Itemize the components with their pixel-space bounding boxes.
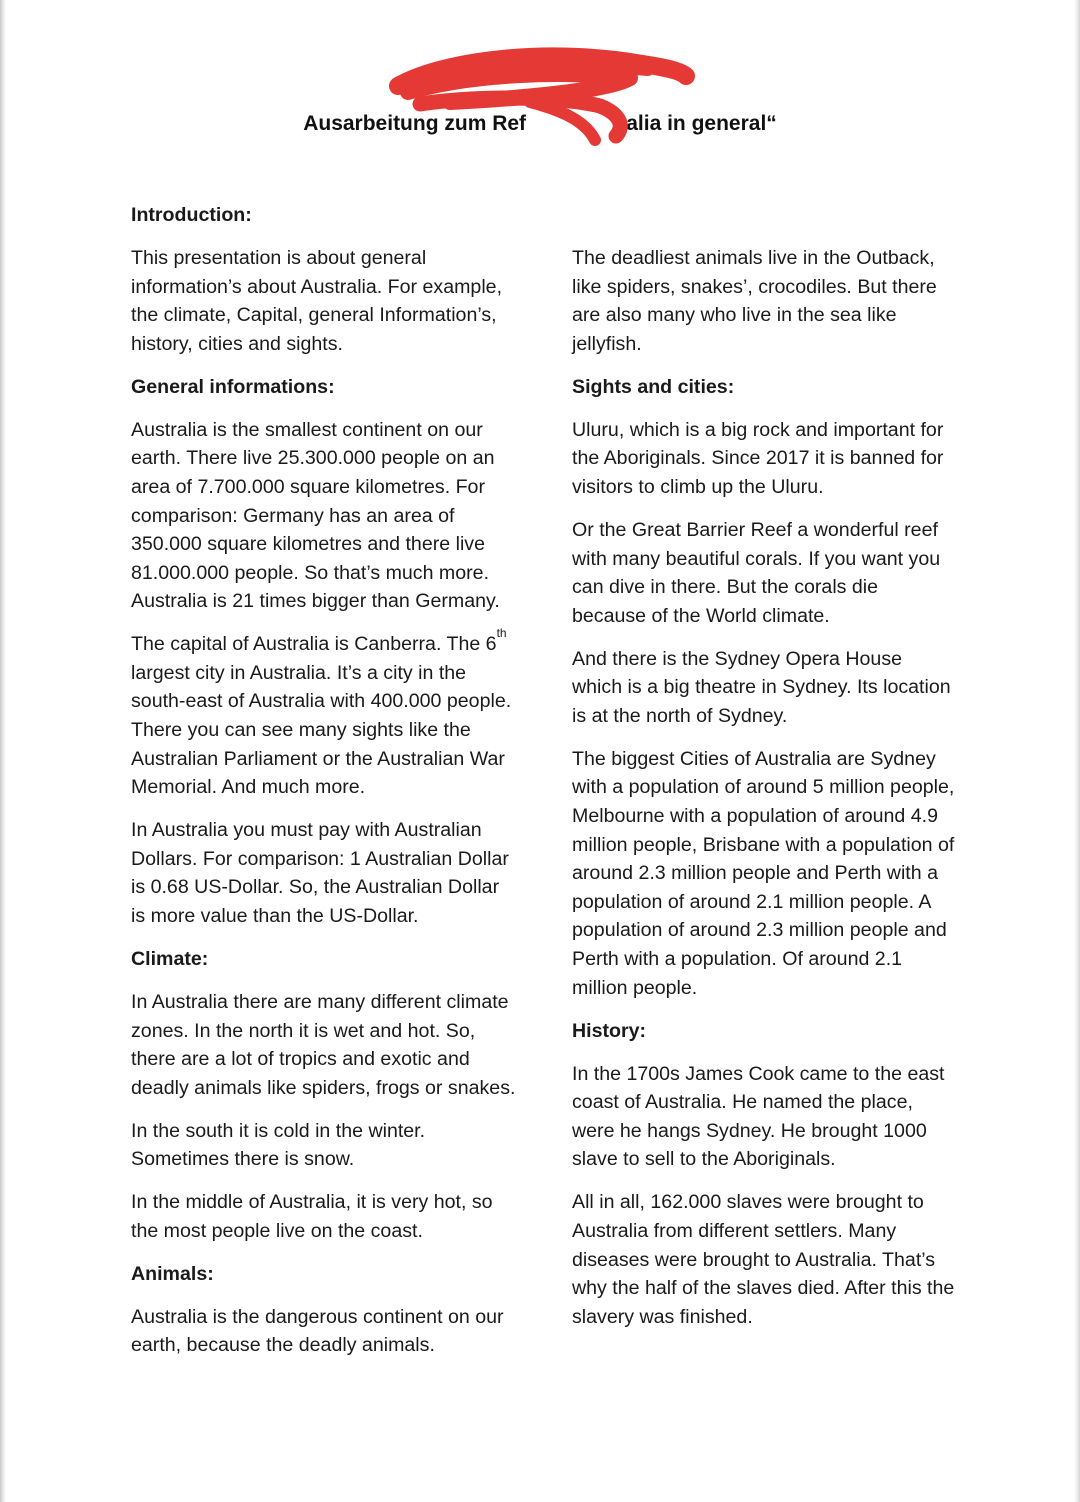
paragraph-animals-2: The deadliest animals live in the Outback, like spiders, snakes’, crocodiles. But there are also many who live in the sea like jellyfish. bbox=[572, 247, 937, 355]
red-redaction-scribble bbox=[380, 40, 700, 160]
paragraph-general-2 bbox=[131, 626, 516, 802]
paragraph-general-3: In Australia you must pay with Australian Dollars. For comparison: 1 Australian Dollar is 0.68 US-Dollar. So, the Australian Dollar is more value than the US-Dollar. bbox=[131, 819, 509, 928]
paragraph-history-1: In the 1700s James Cook came to the east coast of Australia. He named the place, were he hangs Sydney. He brought 1000 slave to sell to the Aboriginals. bbox=[572, 1062, 945, 1171]
title-text-end: ralia in general“ bbox=[618, 112, 777, 135]
left-column bbox=[131, 201, 516, 1374]
paragraph-introduction: This presentation is about general information’s about Australia. For example, the climate, Capital, general Information’s, history, cities and sights. bbox=[131, 246, 503, 355]
paragraph-sights-4: The biggest Cities of Australia are Sydney with a population of around 5 million people, Melbourne with a population of around 4.9 million people, Brisbane with a population of around 2.3 million people and Perth with a population of around 2.1 million people. A population of around 2.3 million people and Perth with a population. Of around 2.1 million people. bbox=[572, 747, 955, 999]
paragraph-climate-1: In Australia there are many different climate zones. In the north it is wet and hot. So, there are a lot of tropics and exotic and deadly animals like spiders, frogs or snakes. bbox=[131, 990, 516, 1099]
paragraph-sights-2: Or the Great Barrier Reef a wonderful reef with many beautiful corals. If you want you can dive in there. But the corals die because of the World climate. bbox=[572, 518, 941, 627]
paragraph-animals-1: Australia is the dangerous continent on our earth, because the deadly animals. bbox=[131, 1305, 504, 1357]
paragraph-climate-2: In the south it is cold in the winter. Sometimes there is snow. bbox=[131, 1119, 426, 1171]
paragraph-history-2: All in all, 162.000 slaves were brought to Australia from different settlers. Many diseases were brought to Australia. That’s why the half of the slaves died. After this the slavery was finished. bbox=[572, 1191, 955, 1328]
heading-introduction: Introduction: bbox=[131, 204, 252, 226]
heading-history: History: bbox=[572, 1019, 647, 1042]
paragraph-sights-3: And there is the Sydney Opera House which is a big theatre in Sydney. Its location is at the north of Sydney. bbox=[572, 647, 951, 727]
paragraph-general-2-end: largest city in Australia. It’s a city in the south-east of Australia with 400.000 people. There you can see many sights like the Australian Parliament or the Australian War Memorial. And much more. bbox=[131, 661, 512, 799]
paragraph-climate-3: In the middle of Australia, it is very hot, so the most people live on the coast. bbox=[131, 1191, 493, 1242]
superscript-th: th bbox=[496, 626, 507, 641]
heading-animals: Animals: bbox=[131, 1262, 214, 1285]
paragraph-general-2-start: The capital of Australia is Canberra. The 6 bbox=[131, 633, 497, 656]
heading-climate: Climate: bbox=[131, 948, 209, 970]
heading-sights-and-cities: Sights and cities: bbox=[572, 375, 735, 398]
paragraph-general-1: Australia is the smallest continent on our earth. There live 25.300.000 people on an area of 7.700.000 square kilometres. For comparison: Germany has an area of 350.000 square kilometres and there live 81.000.000 people. So that’s much more. Australia is 21 times bigger than Germany. bbox=[131, 418, 500, 613]
title-text-start: Ausarbeitung zum Ref bbox=[303, 112, 527, 135]
right-column bbox=[572, 244, 957, 1346]
paragraph-sights-1: Uluru, which is a big rock and important for the Aboriginals. Since 2017 it is banned for visitors to climb up the Uluru. bbox=[572, 418, 944, 498]
page-edge-right bbox=[1074, 0, 1080, 1502]
document-title bbox=[0, 112, 1080, 136]
heading-general-informations: General informations: bbox=[131, 375, 335, 398]
page-edge-left bbox=[0, 0, 6, 1502]
